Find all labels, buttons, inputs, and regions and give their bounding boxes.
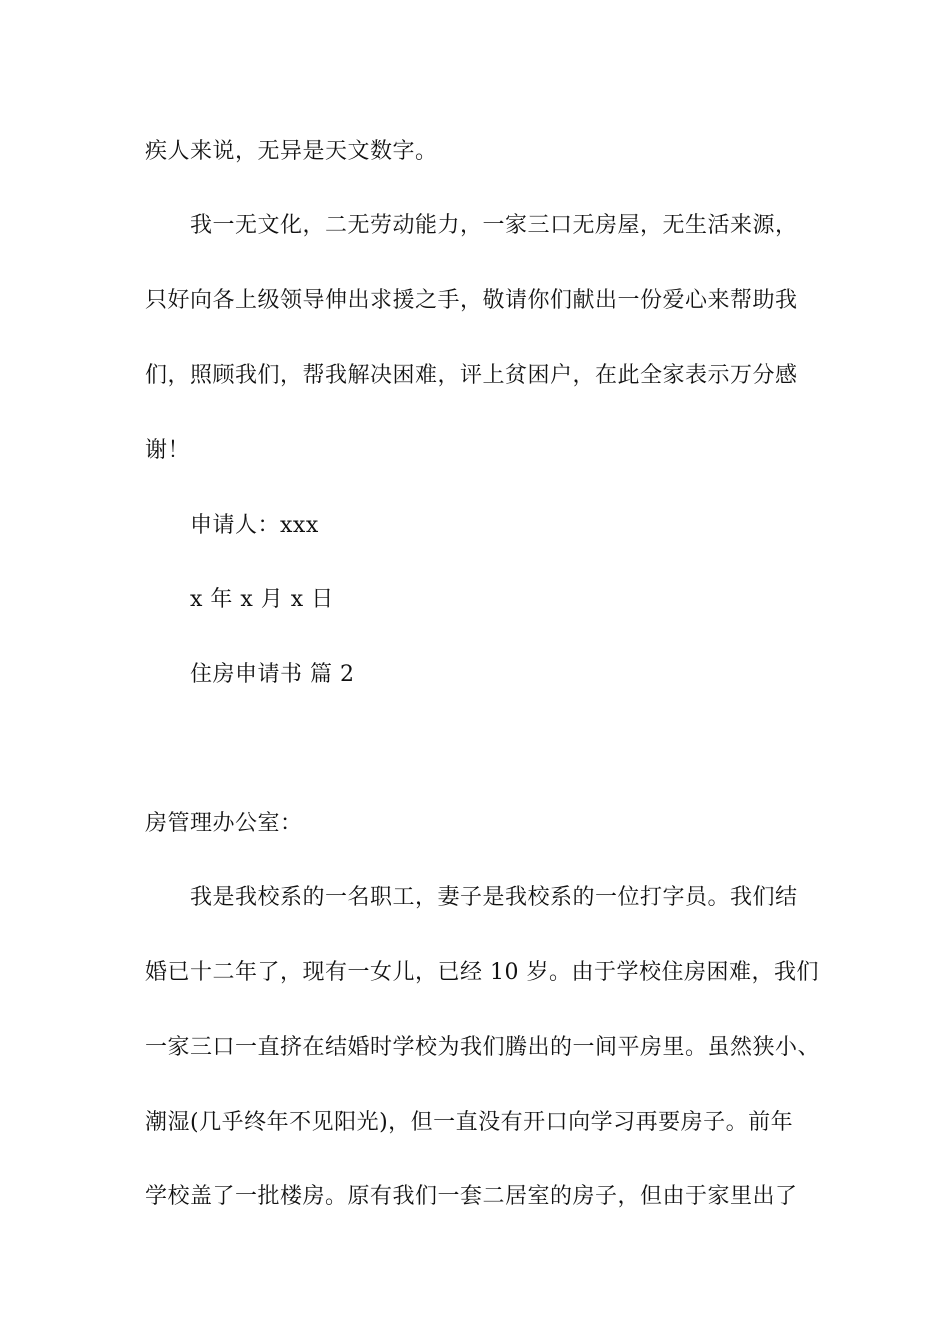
paragraph-line: 谢！: [145, 438, 191, 463]
paragraph-line: 疾人来说，无异是天文数字。: [145, 139, 438, 164]
paragraph-line: 只好向各上级领导伸出求援之手，敬请你们献出一份爱心来帮助我: [145, 288, 798, 313]
date-line: x 年 x 月 x 日: [190, 587, 334, 612]
paragraph-line: 们，照顾我们，帮我解决困难，评上贫困户，在此全家表示万分感: [145, 363, 798, 388]
paragraph-line: 潮湿(几乎终年不见阳光)，但一直没有开口向学习再要房子。前年: [145, 1110, 794, 1135]
paragraph-line: 一家三口一直挤在结婚时学校为我们腾出的一间平房里。虽然狭小、: [145, 1035, 821, 1060]
paragraph-line: 我一无文化，二无劳动能力，一家三口无房屋，无生活来源，: [190, 213, 798, 238]
paragraph-line: 婚已十二年了，现有一女儿，已经 10 岁。由于学校住房困难，我们: [145, 960, 819, 985]
paragraph-line: 学校盖了一批楼房。原有我们一套二居室的房子，但由于家里出了: [145, 1184, 798, 1209]
section-title: 住房申请书 篇 2: [190, 662, 355, 687]
salutation: 房管理办公室：: [145, 811, 303, 836]
applicant-line: 申请人：xxx: [190, 513, 319, 538]
paragraph-line: 我是我校系的一名职工，妻子是我校系的一位打字员。我们结: [190, 885, 798, 910]
